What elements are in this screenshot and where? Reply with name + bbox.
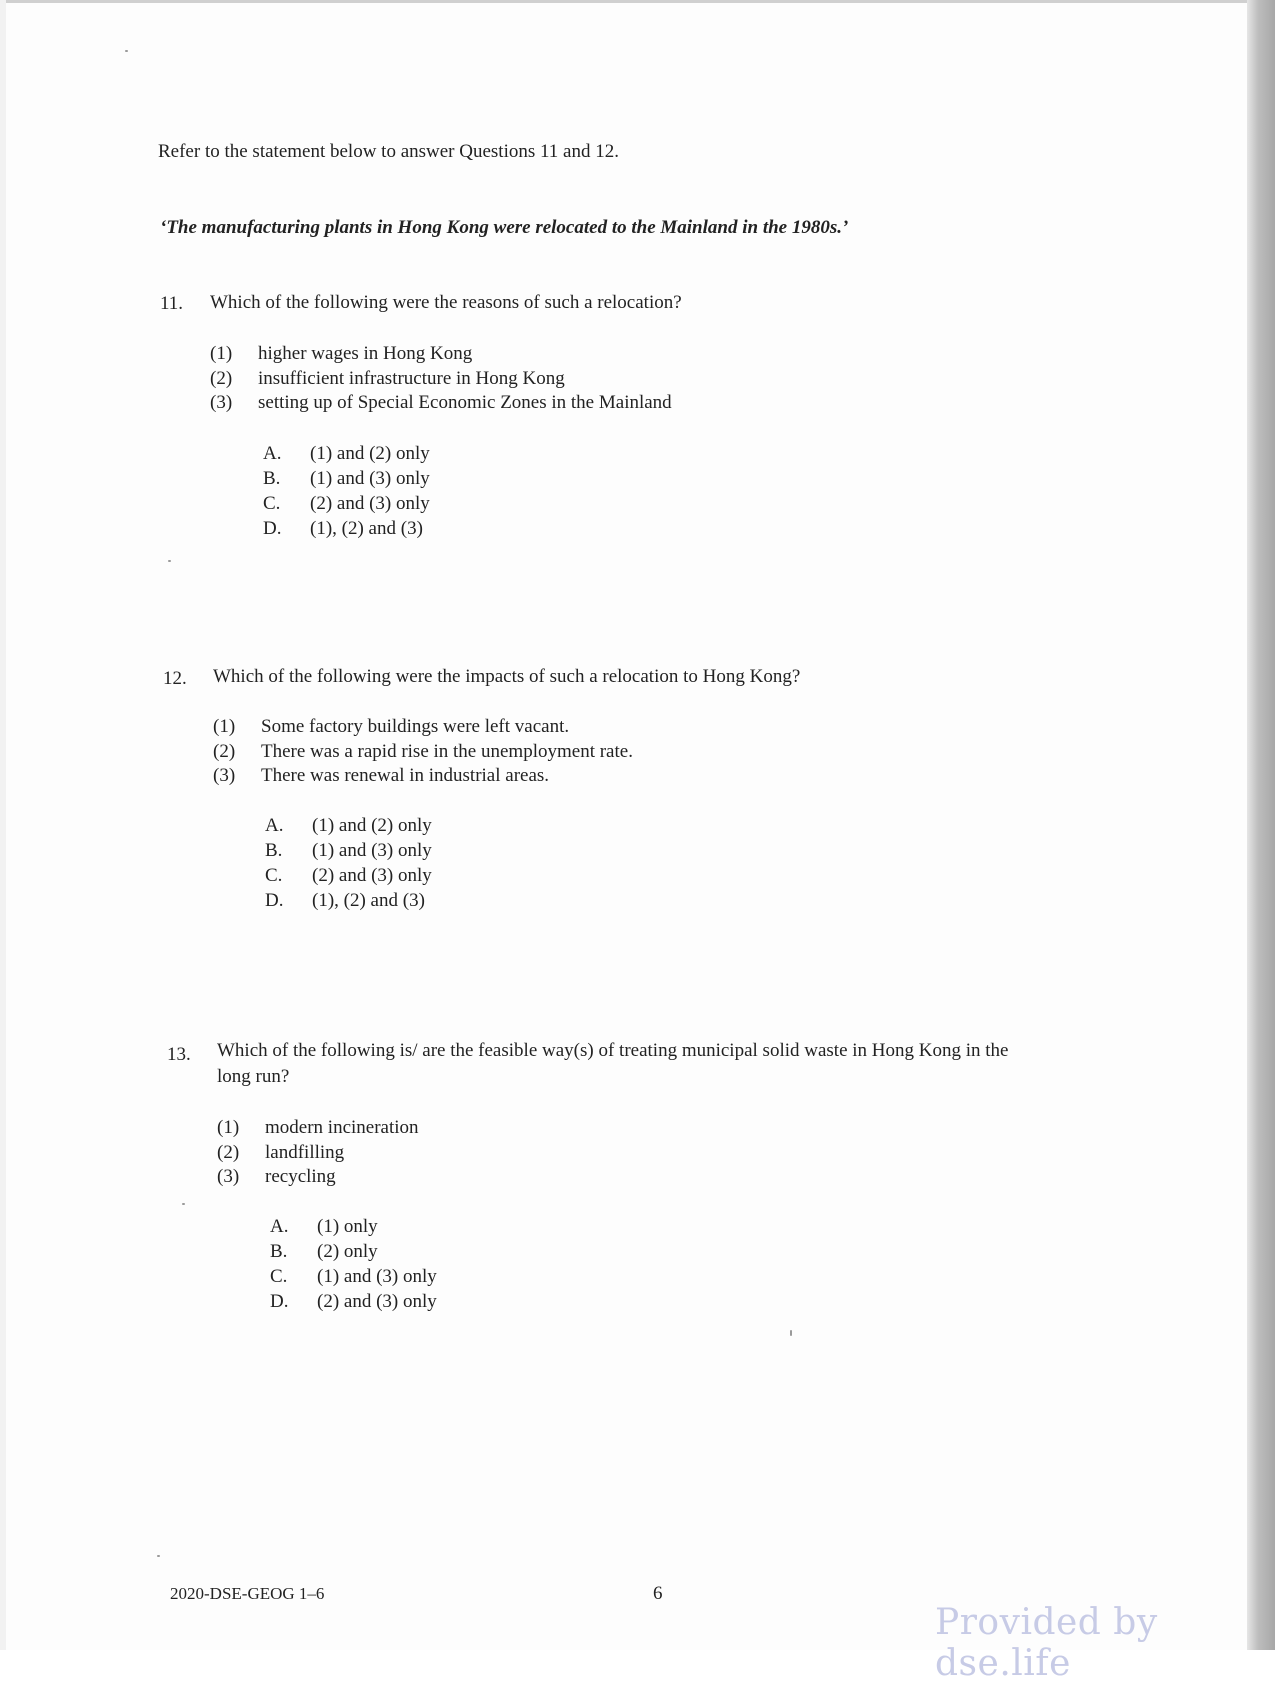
answer-option[interactable] (270, 1265, 437, 1290)
item-number: (3) (217, 1166, 240, 1187)
option-letter: B. (265, 840, 283, 861)
item-text: landfilling (265, 1141, 345, 1163)
statement-text: ‘The manufacturing plants in Hong Kong were relocated to the Mainland in the 1980s.’ (160, 217, 849, 238)
option-text: (1) and (3) only (312, 840, 432, 861)
scan-speck (168, 560, 171, 562)
option-letter: B. (270, 1241, 288, 1262)
item-text: recycling (265, 1166, 336, 1187)
item-number: (2) (213, 740, 236, 762)
option-text: (2) and (3) only (317, 1291, 437, 1312)
option-text: (1) only (317, 1216, 378, 1237)
option-letter: D. (263, 518, 282, 539)
list-item (213, 764, 633, 789)
item-text: higher wages in Hong Kong (258, 343, 473, 364)
answer-option[interactable] (263, 517, 430, 542)
item-text: There was a rapid rise in the unemployment rate. (261, 740, 633, 762)
item-text: setting up of Special Economic Zones in the Mainland (258, 392, 672, 413)
intro-text: Refer to the statement below to answer Questions 11 and 12. (158, 141, 619, 162)
item-number: (2) (210, 367, 233, 389)
answer-option[interactable] (263, 467, 430, 492)
list-item (213, 715, 633, 740)
scan-speck (157, 1555, 160, 1557)
list-item (210, 367, 672, 392)
option-text: (2) and (3) only (312, 865, 432, 886)
option-text: (1), (2) and (3) (310, 518, 423, 539)
item-text: Some factory buildings were left vacant. (261, 716, 570, 737)
option-letter: A. (263, 443, 282, 464)
item-number: (3) (210, 392, 233, 413)
list-item (210, 342, 672, 367)
item-number: (1) (213, 716, 236, 737)
scan-speck (790, 1330, 792, 1336)
paper-code: 2020-DSE-GEOG 1–6 (170, 1584, 325, 1603)
list-item (210, 391, 672, 416)
option-letter: A. (265, 815, 284, 836)
watermark-link[interactable]: Provided by dse.life (935, 1602, 1158, 1684)
item-number: (1) (210, 343, 233, 364)
list-item (217, 1116, 419, 1141)
scan-speck (182, 1203, 185, 1205)
option-letter: C. (270, 1266, 288, 1287)
option-text: (1) and (2) only (310, 443, 430, 464)
option-text: (1), (2) and (3) (312, 890, 425, 911)
option-text: (1) and (3) only (310, 468, 430, 489)
question-13-stem-line-2: long run? (217, 1066, 290, 1087)
option-text: (1) and (3) only (317, 1266, 437, 1287)
answer-option[interactable] (263, 442, 430, 467)
scan-top-line (0, 0, 1275, 3)
item-number: (3) (213, 765, 236, 786)
question-12-stem: Which of the following were the impacts of such a relocation to Hong Kong? (213, 666, 801, 687)
list-item (213, 740, 633, 765)
answer-option[interactable] (265, 889, 432, 914)
answer-option[interactable] (265, 864, 432, 889)
option-letter: D. (265, 890, 284, 911)
question-13-stem-line-1: Which of the following is/ are the feasible way(s) of treating municipal solid waste in Hong Kong in the (217, 1040, 1009, 1061)
item-number: (1) (217, 1117, 240, 1138)
option-letter: C. (265, 865, 283, 886)
question-12-number: 12. (163, 668, 187, 689)
question-13-options (270, 1215, 437, 1315)
item-text: There was renewal in industrial areas. (261, 765, 550, 786)
answer-option[interactable] (265, 839, 432, 864)
question-12-items (213, 715, 633, 789)
scan-speck (125, 50, 128, 52)
item-number: (2) (217, 1141, 240, 1163)
scan-right-edge (1247, 0, 1275, 1650)
answer-option[interactable] (270, 1215, 437, 1240)
item-text: modern incineration (265, 1117, 419, 1138)
option-letter: C. (263, 493, 281, 514)
item-text: insufficient infrastructure in Hong Kong (258, 367, 565, 389)
answer-option[interactable] (270, 1240, 437, 1265)
question-12-options (265, 814, 432, 914)
question-13-items (217, 1116, 419, 1190)
question-13-number: 13. (167, 1044, 191, 1065)
question-11-items (210, 342, 672, 416)
answer-option[interactable] (270, 1290, 437, 1315)
scan-left-edge (0, 0, 6, 1650)
list-item (217, 1141, 419, 1166)
option-letter: D. (270, 1291, 289, 1312)
list-item (217, 1165, 419, 1190)
answer-option[interactable] (263, 492, 430, 517)
option-text: (1) and (2) only (312, 815, 432, 836)
option-text: (2) only (317, 1241, 378, 1262)
option-letter: B. (263, 468, 281, 489)
question-11-number: 11. (160, 293, 184, 314)
page-number: 6 (653, 1583, 663, 1604)
question-11-stem: Which of the following were the reasons of such a relocation? (210, 292, 682, 313)
question-11-options (263, 442, 430, 542)
option-text: (2) and (3) only (310, 493, 430, 514)
option-letter: A. (270, 1216, 289, 1237)
answer-option[interactable] (265, 814, 432, 839)
